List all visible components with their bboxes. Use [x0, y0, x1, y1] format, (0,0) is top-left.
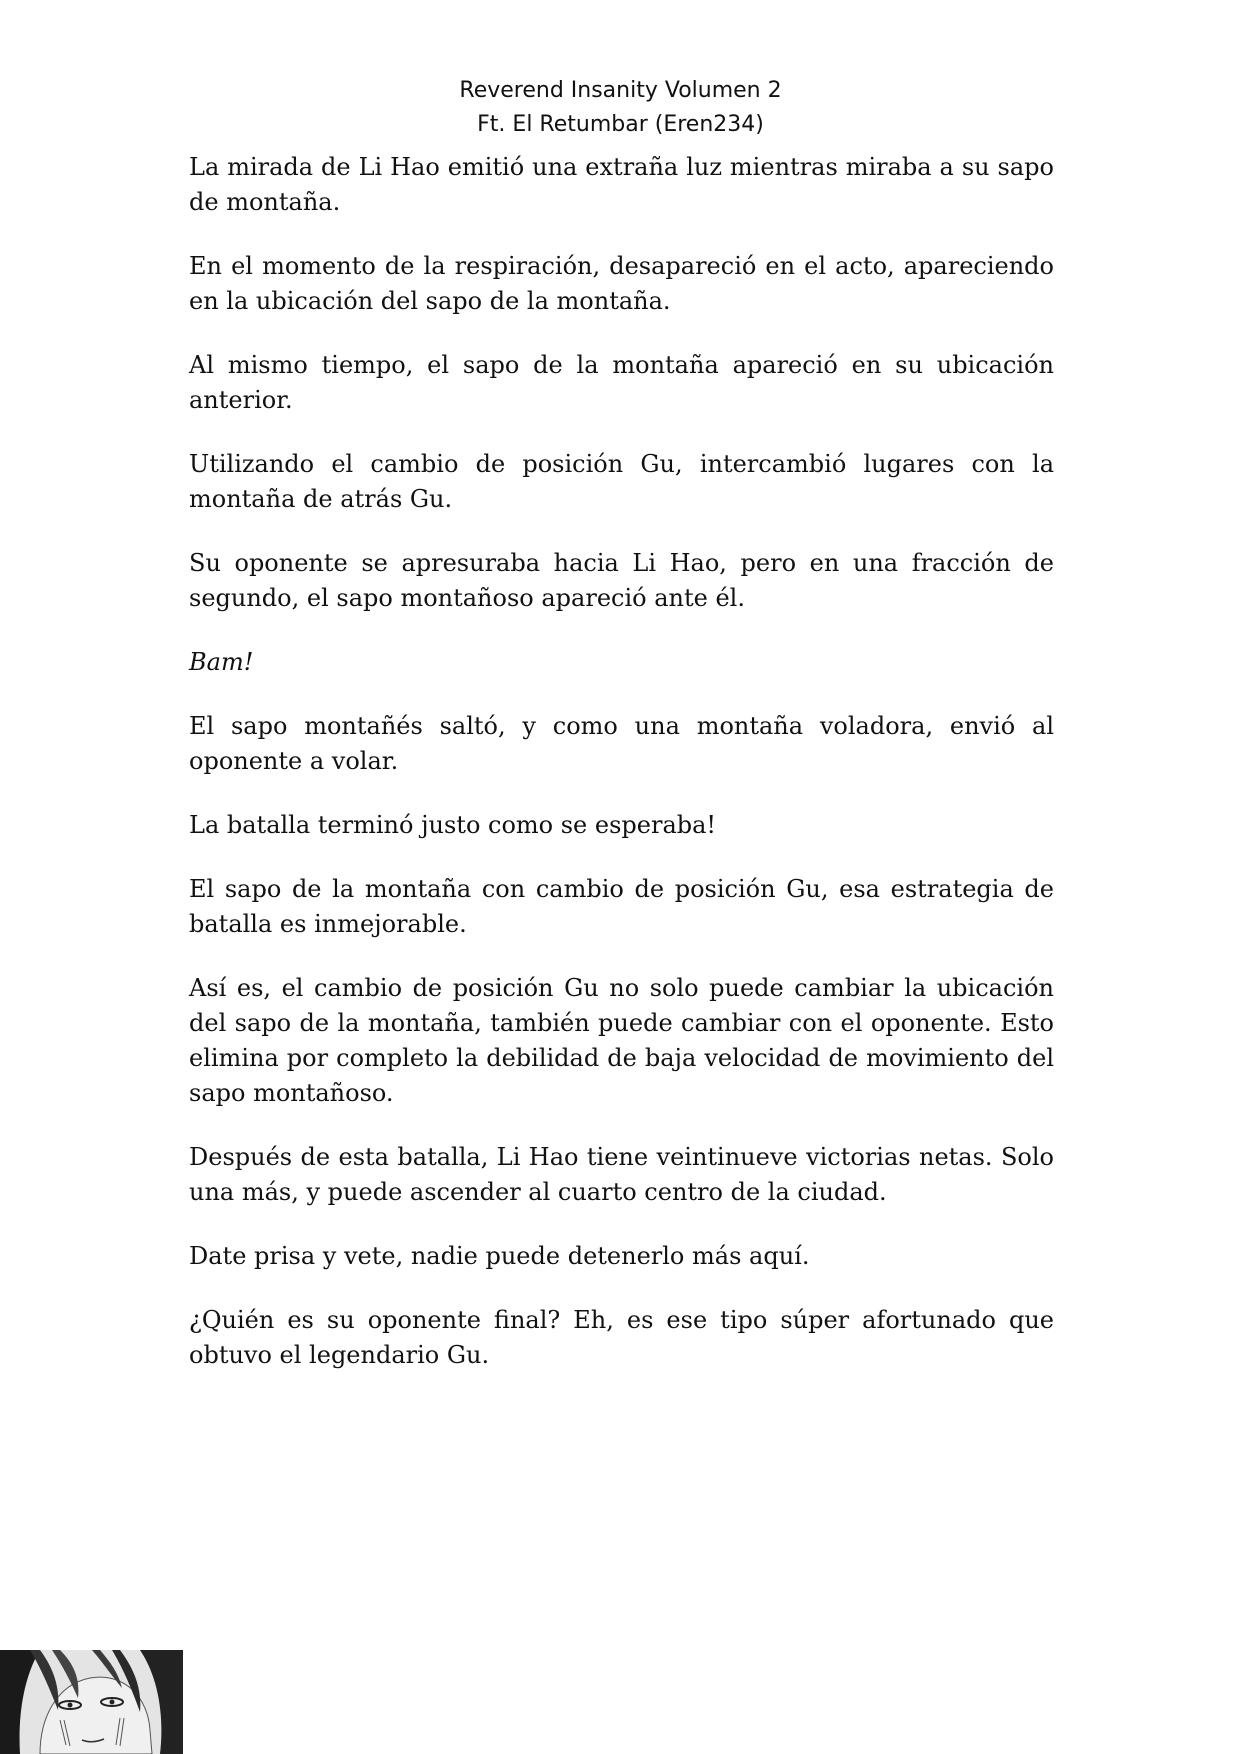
manga-portrait-icon [0, 1650, 183, 1754]
header-title: Reverend Insanity Volumen 2 [459, 78, 782, 103]
paragraph: Utilizando el cambio de posición Gu, intercambió lugares con la montaña de atrás Gu. [189, 450, 1054, 513]
paragraph: Así es, el cambio de posición Gu no solo puede cambiar la ubicación del sapo de la montaña, también puede cambiar con el oponente. Esto elimina por completo la debilidad de baja velocidad de movimiento del sapo montañoso. [189, 974, 1054, 1107]
paragraph-onomatopoeia: Bam! [189, 648, 254, 676]
paragraph: ¿Quién es su oponente final? Eh, es ese tipo súper afortunado que obtuvo el legendario Gu. [189, 1306, 1054, 1369]
paragraph: Date prisa y vete, nadie puede detenerlo más aquí. [189, 1242, 810, 1270]
paragraph: El sapo montañés saltó, y como una montaña voladora, envió al oponente a volar. [189, 712, 1054, 775]
paragraph: La batalla terminó justo como se esperaba! [189, 811, 717, 839]
body-text [189, 150, 1054, 1402]
page-header [0, 74, 1241, 142]
header-subtitle: Ft. El Retumbar (Eren234) [477, 112, 764, 137]
paragraph: En el momento de la respiración, desapareció en el acto, apareciendo en la ubicación del sapo de la montaña. [189, 252, 1054, 315]
paragraph: Después de esta batalla, Li Hao tiene veintinueve victorias netas. Solo una más, y puede ascender al cuarto centro de la ciudad. [189, 1143, 1054, 1206]
paragraph: Al mismo tiempo, el sapo de la montaña apareció en su ubicación anterior. [189, 351, 1054, 414]
paragraph: La mirada de Li Hao emitió una extraña luz mientras miraba a su sapo de montaña. [189, 153, 1054, 216]
paragraph: El sapo de la montaña con cambio de posición Gu, esa estrategia de batalla es inmejorable. [189, 875, 1054, 938]
paragraph: Su oponente se apresuraba hacia Li Hao, pero en una fracción de segundo, el sapo montañoso apareció ante él. [189, 549, 1054, 612]
